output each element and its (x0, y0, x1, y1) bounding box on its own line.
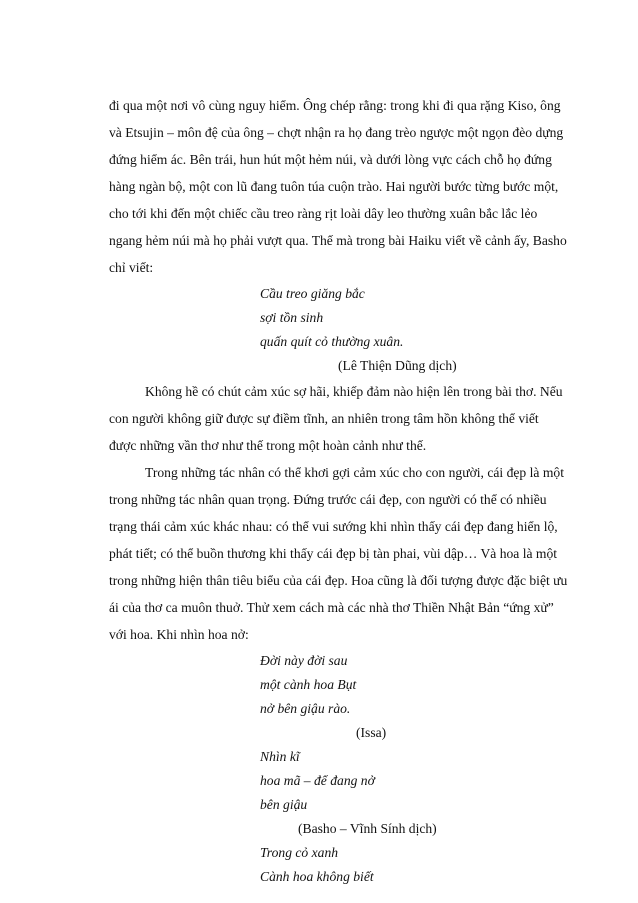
poem-line: Cầu treo giăng bắc (260, 286, 365, 301)
paragraph-line: với hoa. Khi nhìn hoa nở: (109, 627, 249, 642)
poem-line: nở bên giậu rào. (260, 701, 351, 716)
poem-author: (Basho – Vĩnh Sính dịch) (298, 821, 437, 836)
paragraph-line: đứng hiểm ác. Bên trái, hun hút một hẻm núi, và dưới lòng vực cách chỗ họ đứng (109, 152, 552, 167)
paragraph-line: phát tiết; có thể buồn thương khi thấy cái đẹp bị tàn phai, vùi dập… Và hoa là một (109, 546, 558, 561)
poem-translator: (Lê Thiện Dũng dịch) (338, 358, 457, 373)
poem-line: Trong cỏ xanh (260, 845, 339, 860)
poem-line: một cành hoa Bụt (260, 677, 357, 692)
paragraph-line: hàng ngàn bộ, một con lũ đang tuôn túa cuộn trào. Hai người bước từng bước một, (109, 179, 559, 194)
poem-line: quấn quít cỏ thường xuân. (260, 334, 404, 349)
poem-line: Cành hoa không biết (260, 869, 374, 884)
poem-line: bên giậu (260, 797, 308, 812)
paragraph-line: đi qua một nơi vô cùng nguy hiểm. Ông chép rằng: trong khi đi qua rặng Kiso, ông (109, 98, 561, 113)
paragraph-line: trong những tác nhân quan trọng. Đứng trước cái đẹp, con người có thể có nhiều (109, 492, 547, 507)
poem-line: sợi tồn sinh (260, 310, 324, 325)
paragraph-line: con người không giữ được sự điềm tĩnh, an nhiên trong tâm hồn không thể viết (109, 411, 539, 426)
paragraph-line: ái của thơ ca muôn thuở. Thử xem cách mà các nhà thơ Thiền Nhật Bản “ứng xử” (109, 600, 554, 615)
paragraph-line: trạng thái cảm xúc khác nhau: có thể vui sướng khi nhìn thấy cái đẹp đang hiển lộ, (109, 519, 558, 534)
poem-author: (Issa) (356, 725, 387, 740)
paragraph-line: Không hề có chút cảm xúc sợ hãi, khiếp đảm nào hiện lên trong bài thơ. Nếu (145, 384, 563, 399)
poem-line: hoa mã – để đang nở (260, 773, 375, 788)
paragraph-line: cho tới khi đến một chiếc cầu treo ràng rịt loài dây leo thường xuân bắc lắc lẻo (109, 206, 538, 221)
poem-line: Đời này đời sau (260, 653, 348, 668)
paragraph-line: Trong những tác nhân có thể khơi gợi cảm xúc cho con người, cái đẹp là một (145, 465, 564, 480)
paragraph-line: ngang hẻm núi mà họ phải vượt qua. Thế mà trong bài Haiku viết về cảnh ấy, Basho (109, 233, 567, 248)
paragraph-line: trong những hiện thân tiêu biểu của cái đẹp. Hoa cũng là đối tượng được đặc biệt ưu (109, 573, 568, 588)
paragraph-line: chỉ viết: (109, 260, 154, 275)
poem-line: Nhìn kĩ (260, 749, 300, 764)
paragraph-line: được những vần thơ như thế trong một hoàn cảnh như thế. (109, 438, 427, 453)
paragraph-line: và Etsujin – môn đệ của ông – chợt nhận ra họ đang trèo ngược một ngọn đèo dựng (109, 125, 564, 140)
